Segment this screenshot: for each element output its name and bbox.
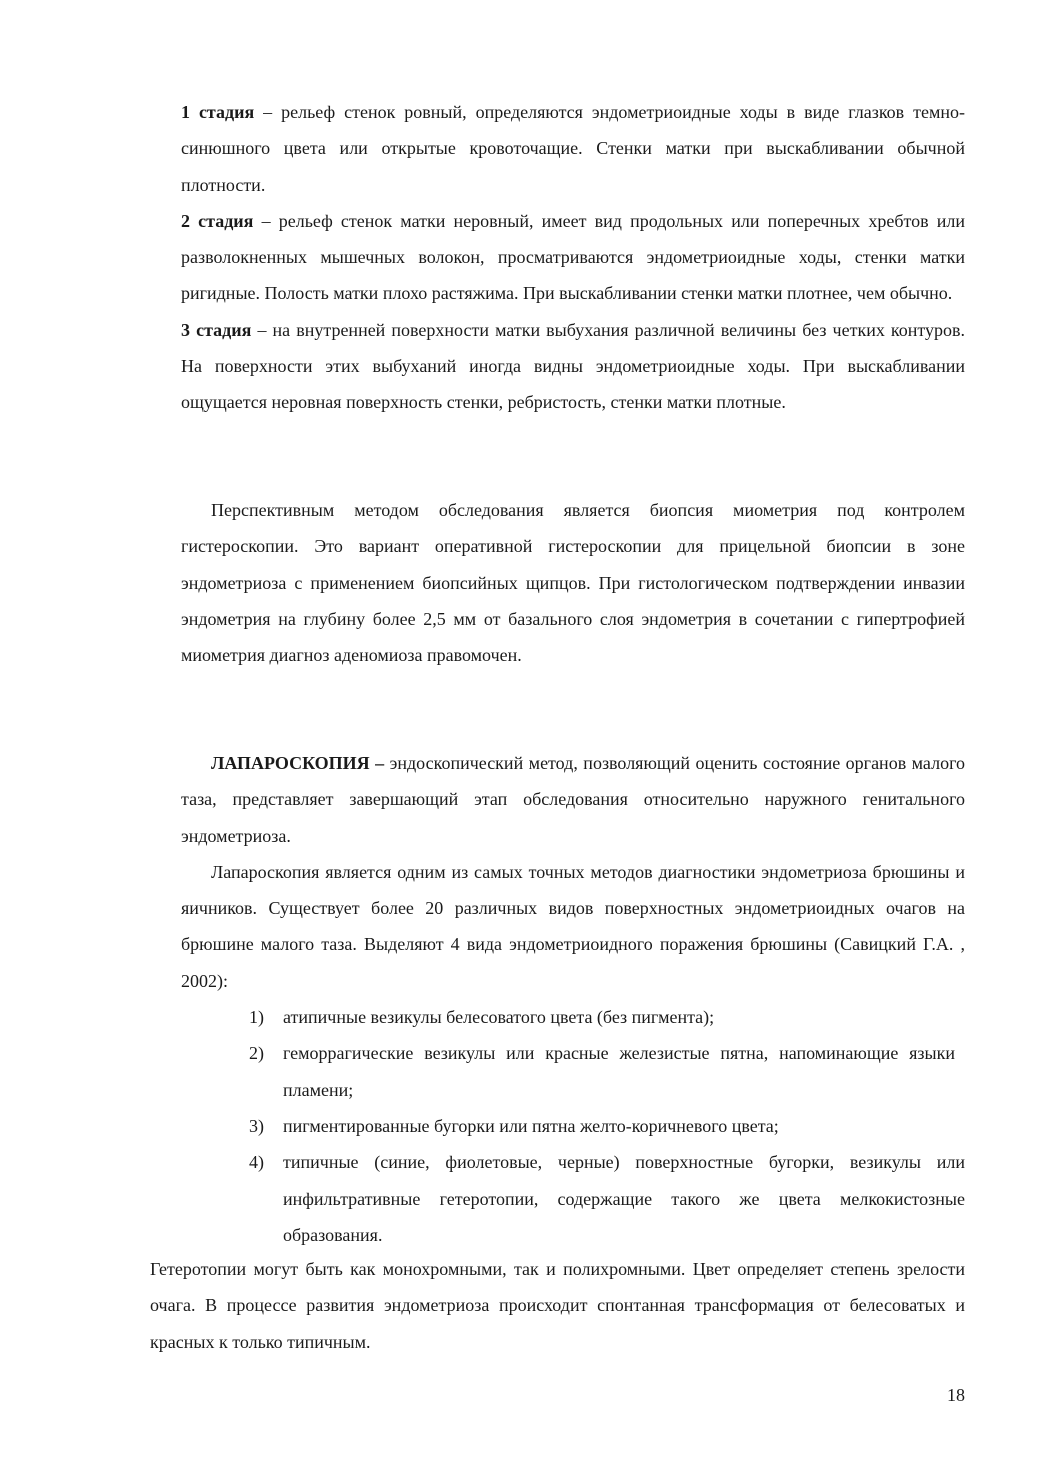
list-item-text: геморрагические везикулы или красные железистые пятна, напоминающие языки пламени;: [283, 1043, 955, 1100]
stage-2-paragraph: [181, 203, 965, 312]
list-item-text: типичные (синие, фиолетовые, черные) поверхностные бугорки, везикулы или инфильтративные гетеротопии, содержащие такого же цвета мелкокистозные образования.: [283, 1152, 965, 1245]
laparoscopy-section: [181, 745, 965, 1253]
page-number: 18: [947, 1385, 965, 1405]
biopsy-section: [181, 492, 965, 673]
lesion-types-list: [181, 999, 965, 1253]
stage-3-paragraph: [181, 312, 965, 421]
list-item-number: 4): [249, 1152, 264, 1173]
list-item-text: атипичные везикулы белесоватого цвета (без пигмента);: [283, 1007, 715, 1028]
laparoscopy-term: ЛАПАРОСКОПИЯ –: [211, 753, 385, 773]
stage-1-label: 1 стадия: [181, 102, 255, 122]
list-item: [249, 1035, 965, 1108]
laparoscopy-paragraph: Лапароскопия является одним из самых точных методов диагностики эндометриоза брюшины и яичников. Существует более 20 различных видов поверхностных эндометриоидных очагов на брюшине малого таза. Выделяют 4 вида эндометриоидного поражения брюшины (Савицкий Г.А. , 2002):: [181, 861, 965, 991]
stage-2-text: – рельеф стенок матки неровный, имеет вид продольных или поперечных хребтов или разволокненных мышечных волокон, просматриваются эндометриоидные ходы, стенки матки ригидные. Полость матки плохо растяжима. При выскабливании стенки матки плотнее, чем обычно.: [181, 210, 966, 304]
stages-section: [181, 94, 965, 421]
list-item: [249, 999, 965, 1035]
stage-3-label: 3 стадия: [181, 319, 252, 340]
list-item: [249, 1108, 965, 1144]
final-paragraph: Гетеротопии могут быть как монохромными, так и полихромными. Цвет определяет степень зрелости очага. В процессе развития эндометриоза происходит спонтанная трансформация от белесоватых и красных к только типичным.: [150, 1259, 965, 1352]
laparoscopy-definition: эндоскопический метод, позволяющий оценить состояние органов малого таза, представляет завершающий этап обследования относительно наружного генитального эндометриоза.: [181, 753, 966, 846]
list-item: [249, 1144, 965, 1253]
stage-1-text: – рельеф стенок ровный, определяются эндометриоидные ходы в виде глазков темно-синюшного цвета или открытые кровоточащие. Стенки матки при выскабливании обычной плотности.: [181, 102, 965, 195]
laparoscopy-definition-paragraph: [181, 745, 965, 854]
list-item-number: 2): [249, 1043, 264, 1064]
final-section: [150, 1251, 965, 1360]
stage-1-paragraph: [181, 94, 965, 203]
stage-2-label: 2 стадия: [181, 210, 254, 231]
list-item-text: пигментированные бугорки или пятна желто-коричневого цвета;: [283, 1115, 779, 1136]
list-item-number: 1): [249, 1007, 264, 1028]
biopsy-paragraph: Перспективным методом обследования является биопсия миометрия под контролем гистероскопии. Это вариант оперативной гистероскопии для прицельной биопсии в зоне эндометриоза с применением биопсийных щипцов. При гистологическом подтверждении инвазии эндометрия на глубину более 2,5 мм от базального слоя эндометрия в сочетании с гипертрофией миометрия диагноз аденомиоза правомочен.: [181, 500, 965, 666]
stage-3-text: – на внутренней поверхности матки выбухания различной величины без четких контуров. На поверхности этих выбуханий иногда видны эндометриоидные ходы. При выскабливании ощущается неровная поверхность стенки, ребристость, стенки матки плотные.: [181, 319, 966, 413]
list-item-number: 3): [249, 1115, 264, 1136]
